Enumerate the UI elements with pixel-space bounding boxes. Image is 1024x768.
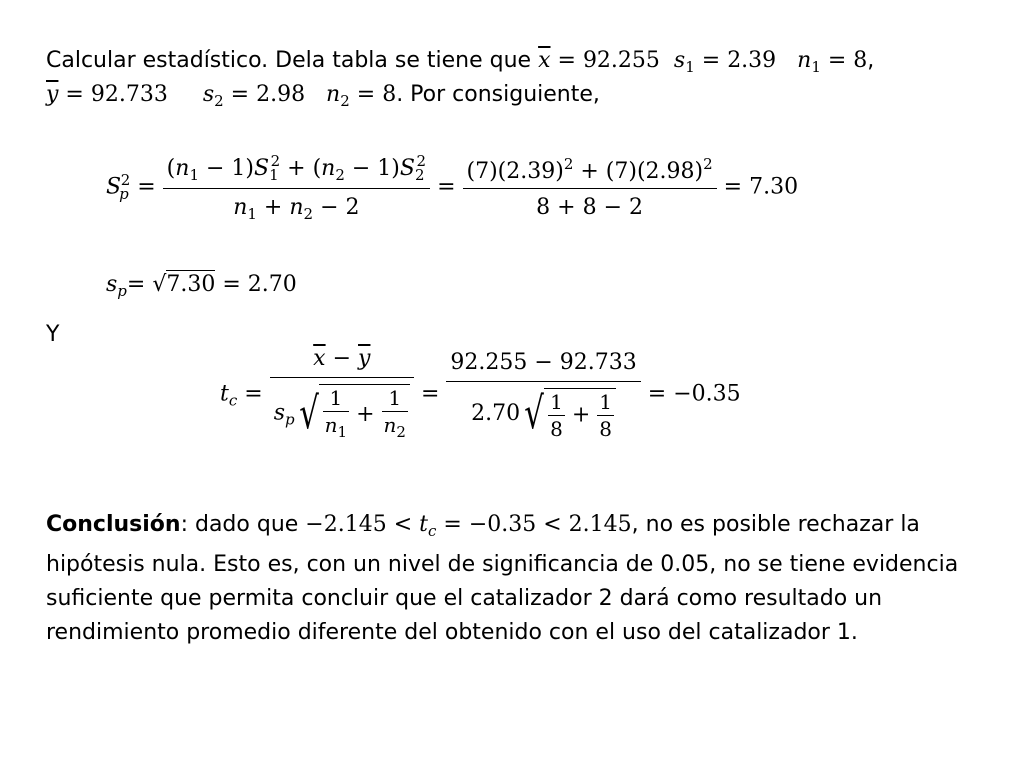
intro-text: Calcular estadístico. Dela tabla se tiene que [46,48,532,73]
sp-equation: $s_p= √7.30 = 2.70$ [106,272,297,300]
tc-value: −0.35 [468,512,537,537]
t-statistic-equation: $t_c$ = $\overline{x} - \overline{y}$ $s_p√$ $\frac{1}{n_1}$ + $\frac{1}{n_2}$ = 92.255 − 92.733 2.70√ $\frac{1}{8}$ + $\frac{1}{8}$ = −0.35 [220,346,741,441]
x-bar-value: 92.255 [582,48,660,73]
pooled-variance-equation: $S_p^2$ = $\frac{(n_1 - 1)S_1^2 + (n_2 - 1)S_2^2}{n_1 + n_2 - 2}$ = $\frac{(7)(2.39)^2 + (7)(2.98)^2}{8 + 8 - 2}$ = 7.30 [106,152,799,223]
y-bar-symbol: $\overline{y}$ [46,82,59,107]
n2-value: 8 [382,82,397,107]
sp-radicand: 7.30 [166,272,216,297]
y-bar-value: 92.733 [90,82,168,107]
s1-value: 2.39 [727,48,777,73]
s2-value: 2.98 [256,82,306,107]
intro-suffix: . Por consiguiente, [396,82,600,107]
n1-value: 8 [853,48,868,73]
sp-result: 2.70 [247,272,297,297]
pooled-result: 7.30 [749,174,799,200]
conclusion-text-b: , no es posible rechazar [631,512,894,537]
lower-bound: −2.145 [305,512,387,537]
conclusion-text-a: : dado que [180,512,299,537]
conclusion-text-c: la hipótesis nula. Esto es, con un nivel de significancia de 0.05, no se tiene evidencia suficiente que permita concluir que el catalizador 2 dará como resultado un rendimiento promedio diferente del obtenido con el uso del catalizador 1. [46,512,959,645]
pooled-substitution-fraction: $\frac{(7)(2.39)^2 + (7)(2.98)^2}{8 + 8 - 2}$ [463,155,717,220]
subst-denominator: 8 + 8 − 2 [536,195,643,220]
t-formula-fraction: $\overline{x} - \overline{y}$ $s_p√$ $\frac{1}{n_1}$ + $\frac{1}{n_2}$ [270,346,414,443]
conclusion-label: Conclusión [46,512,181,537]
x-bar-symbol: $\overline{x}$ [538,48,551,73]
y-label: Y [46,322,60,347]
t-substitution-fraction: 92.255 − 92.733 2.70√ $\frac{1}{8}$ + $\frac{1}{8}$ [446,350,640,440]
t-sp-value: 2.70 [471,400,521,426]
upper-bound: 2.145 [568,512,632,537]
t-numerator-values: 92.255 − 92.733 [446,350,640,382]
conclusion-paragraph: Conclusión: dado que $-2.145 < t_c = -0.35 < 2.145$, no es posible rechazar la hipótesis nula. Esto es, con un nivel de significancia de 0.05, no se tiene evidencia suficiente que permita concluir que el catalizador 2 dará como resultado un rendimiento promedio diferente del obtenido con el uso del catalizador 1. [46,512,959,645]
subst-term-1: (7)(2.39) [466,159,564,184]
intro-line-1: Calcular estadístico. Dela tabla se tiene que $\overline{x} = 92.255$ $s_1 = 2.39$ $n_1 = 8$, [46,48,875,76]
pooled-formula-fraction: $\frac{(n_1 - 1)S_1^2 + (n_2 - 1)S_2^2}{n_1 + n_2 - 2}$ [163,152,430,223]
subst-term-2: (7)(2.98) [605,159,704,184]
t-result: −0.35 [673,381,741,407]
intro-line-2: $\overline{y} = 92.733$ $s_2 = 2.98$ $n_2 = 8$. Por consiguiente, [46,82,600,110]
